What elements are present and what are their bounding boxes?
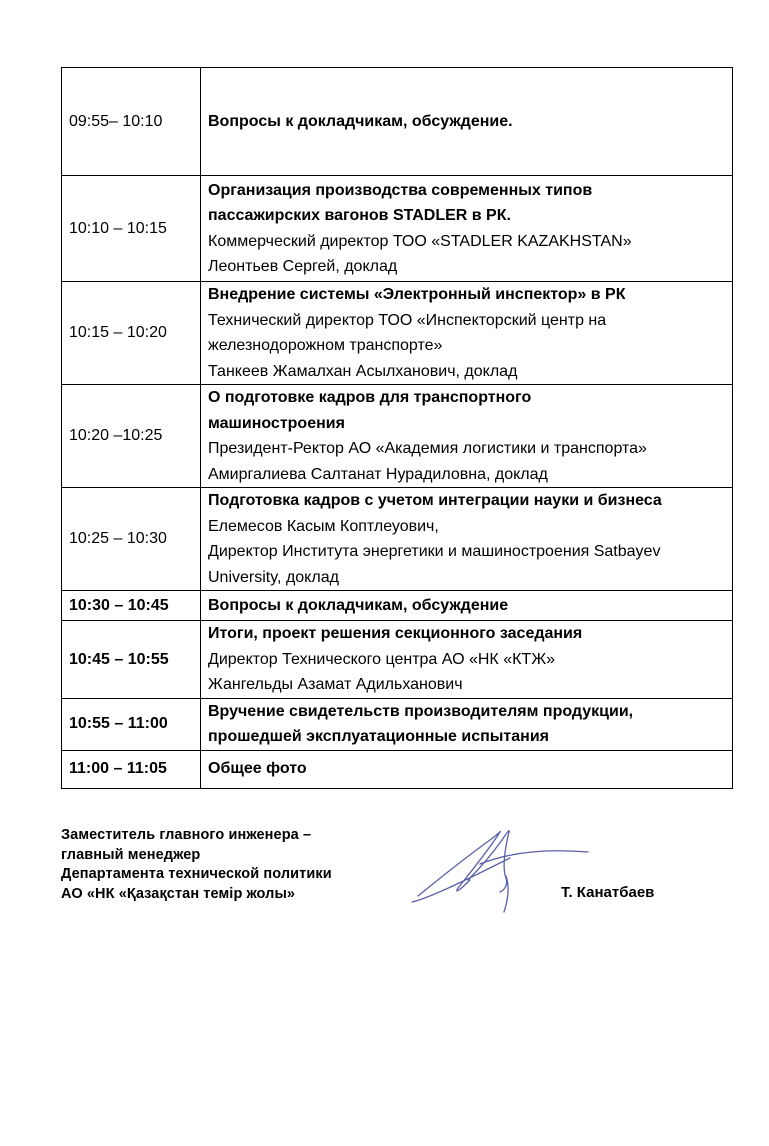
agenda-item-detail: Директор Института энергетики и машиностроения Satbayev — [208, 543, 661, 560]
agenda-item-title: прошедшей эксплуатационные испытания — [208, 728, 549, 745]
agenda-item-detail: Елемесов Касым Коптлеуович, — [208, 517, 439, 535]
agenda-item — [201, 698, 733, 750]
signature-position-block — [61, 826, 332, 904]
agenda-time: 09:55– 10:10 — [62, 68, 201, 176]
agenda-row — [62, 385, 733, 488]
agenda-item-detail: Леонтьев Сергей, доклад — [208, 258, 398, 275]
agenda-time: 10:25 – 10:30 — [62, 488, 201, 591]
agenda-item — [201, 176, 733, 282]
agenda-item-title: Вопросы к докладчикам, обсуждение — [208, 596, 509, 614]
agenda-item — [201, 621, 733, 699]
agenda-item-detail: Технический директор ТОО «Инспекторский центр на — [208, 311, 607, 329]
agenda-time: 10:55 – 11:00 — [62, 698, 201, 750]
agenda-item-title: Общее фото — [208, 760, 307, 778]
agenda-time: 11:00 – 11:05 — [62, 750, 201, 788]
agenda-time: 10:30 – 10:45 — [62, 591, 201, 621]
agenda-item-detail: Жангельды Азамат Адильханович — [208, 676, 463, 693]
agenda-item-title: Вручение свидетельств производителям продукции, — [208, 702, 634, 720]
agenda-row — [62, 698, 733, 750]
agenda-item-detail: Коммерческий директор ТОО «STADLER KAZAKHSTAN» — [208, 232, 632, 250]
position-line: АО «НК «Қазақстан темір жолы» — [61, 885, 296, 902]
agenda-time: 10:20 –10:25 — [62, 385, 201, 488]
agenda-time: 10:15 – 10:20 — [62, 282, 201, 385]
agenda-item-detail: Танкеев Жамалхан Асылханович, доклад — [208, 362, 518, 380]
agenda-item-title: Организация производства современных типов — [208, 181, 593, 199]
agenda-item-detail: University, доклад — [208, 568, 339, 586]
agenda-row — [62, 750, 733, 788]
agenda-item-title: пассажирских вагонов STADLER в РК. — [208, 207, 511, 224]
agenda-item-detail: Амиргалиева Салтанат Нурадиловна, доклад — [208, 465, 548, 483]
agenda-item-title: Вопросы к докладчикам, обсуждение. — [208, 112, 513, 130]
agenda-row — [62, 282, 733, 385]
position-line: Заместитель главного инженера – — [61, 827, 312, 843]
agenda-item — [201, 385, 733, 488]
agenda-item-detail: Директор Технического центра АО «НК «КТЖ» — [208, 650, 556, 668]
agenda-item-title: Итоги, проект решения секционного заседания — [208, 625, 583, 642]
agenda-row — [62, 176, 733, 282]
signer-name: Т. Канатбаев — [561, 884, 655, 901]
agenda-item — [201, 282, 733, 385]
agenda-item-title: О подготовке кадров для транспортного — [208, 389, 532, 406]
agenda-row — [62, 591, 733, 621]
agenda-row — [62, 68, 733, 176]
agenda-table — [61, 67, 733, 789]
position-line: главный менеджер — [61, 846, 201, 863]
agenda-item-title: Внедрение системы «Электронный инспектор» в РК — [208, 286, 626, 303]
agenda-body — [62, 68, 733, 789]
agenda-item-detail: Президент-Ректор АО «Академия логистики и транспорта» — [208, 440, 647, 457]
agenda-item — [201, 750, 733, 788]
position-line: Департамента технической политики — [61, 866, 332, 882]
agenda-item-detail: железнодорожном транспорте» — [208, 337, 443, 354]
agenda-item-title: машиностроения — [208, 414, 345, 432]
agenda-item — [201, 68, 733, 176]
agenda-time: 10:10 – 10:15 — [62, 176, 201, 282]
handwritten-signature — [410, 818, 600, 918]
agenda-row — [62, 621, 733, 699]
agenda-item-title: Подготовка кадров с учетом интеграции науки и бизнеса — [208, 492, 662, 509]
agenda-item — [201, 591, 733, 621]
agenda-item — [201, 488, 733, 591]
agenda-time: 10:45 – 10:55 — [62, 621, 201, 699]
agenda-row — [62, 488, 733, 591]
